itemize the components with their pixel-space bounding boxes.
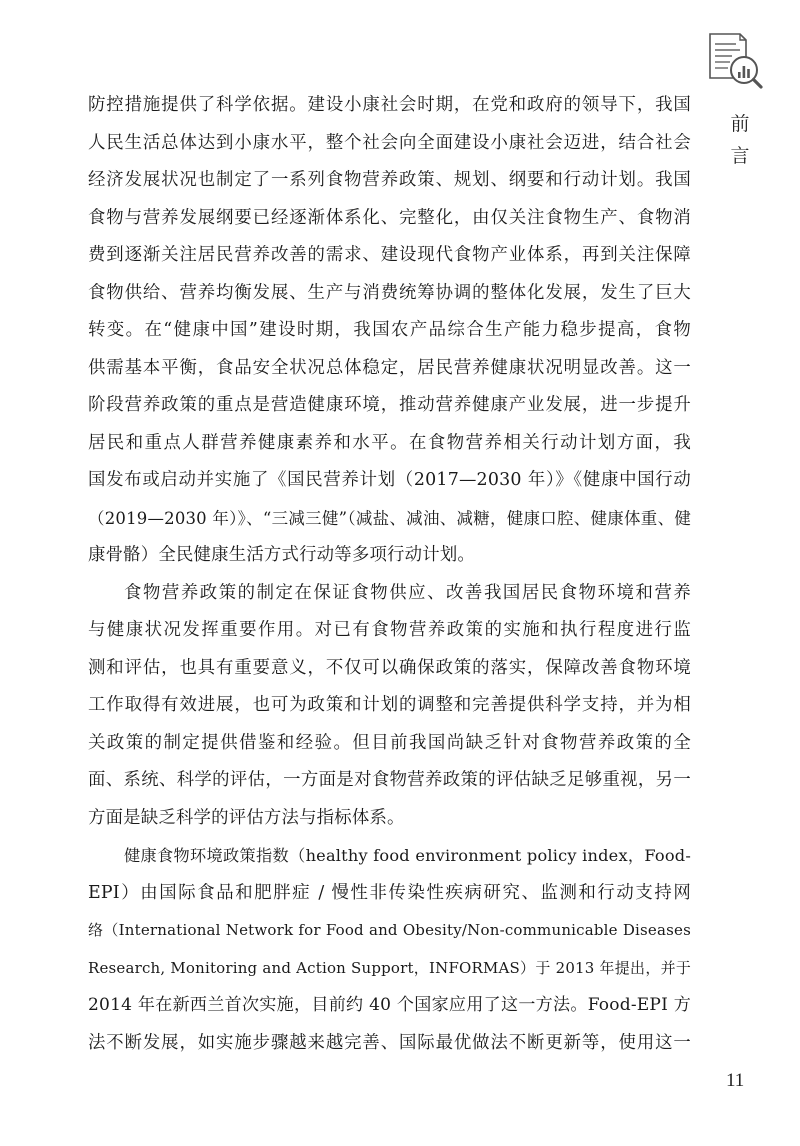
page-number: 11	[726, 1070, 745, 1091]
side-label-char-1: 前	[730, 113, 750, 135]
text-line: 关政策的制定提供借鉴和经验。但目前我国尚缺乏针对食物营养政策的全	[88, 732, 691, 753]
side-label-char-2: 言	[730, 145, 750, 167]
text-line: 络（International Network for Food and Obesity/Non-communicable Diseases	[88, 921, 691, 939]
text-line: 供需基本平衡，食品安全状况总体稳定，居民营养健康状况明显改善。这一	[88, 357, 691, 378]
text-line: 康骨骼）全民健康生活方式行动等多项行动计划。	[88, 545, 475, 565]
text-line: 面、系统、科学的评估，一方面是对食物营养政策的评估缺乏足够重视，另一	[88, 770, 691, 790]
text-line: 居民和重点人群营养健康素养和水平。在食物营养相关行动计划方面，我	[88, 432, 691, 453]
text-line: 法不断发展，如实施步骤越来越完善、国际最优做法不断更新等，使用这一	[88, 1032, 691, 1053]
body-text	[88, 87, 691, 1062]
text-line: EPI）由国际食品和肥胖症 / 慢性非传染性疾病研究、监测和行动支持网	[88, 882, 691, 903]
document-chart-magnifier-icon	[700, 30, 768, 90]
text-line: 与健康状况发挥重要作用。对已有食物营养政策的实施和执行程度进行监	[88, 620, 691, 640]
text-line: 食物与营养发展纲要已经逐渐体系化、完整化，由仅关注食物生产、食物消	[88, 207, 691, 228]
text-line: 防控措施提供了科学依据。建设小康社会时期，在党和政府的领导下，我国	[88, 95, 691, 115]
text-line: 食物供给、营养均衡发展、生产与消费统筹协调的整体化发展，发生了巨大	[88, 282, 691, 303]
text-line: 费到逐渐关注居民营养改善的需求、建设现代食物产业体系，再到关注保障	[88, 245, 691, 265]
text-line: 经济发展状况也制定了一系列食物营养政策、规划、纲要和行动计划。我国	[88, 170, 691, 190]
text-line: 工作取得有效进展，也可为政策和计划的调整和完善提供科学支持，并为相	[88, 695, 691, 715]
text-line: 方面是缺乏科学的评估方法与指标体系。	[88, 807, 405, 828]
text-line: 2014 年在新西兰首次实施，目前约 40 个国家应用了这一方法。Food-EPI 方	[88, 995, 691, 1015]
text-line: 阶段营养政策的重点是营造健康环境，推动营养健康产业发展，进一步提升	[88, 395, 691, 415]
text-line: 健康食物环境政策指数（healthy food environment policy index，Food-	[124, 846, 691, 865]
text-line: Research, Monitoring and Action Support，INFORMAS）于 2013 年提出，并于	[88, 958, 691, 977]
text-line: 食物营养政策的制定在保证食物供应、改善我国居民食物环境和营养	[124, 582, 691, 603]
chapter-side-label	[726, 108, 754, 172]
text-line: （2019—2030 年）》、“三减三健”（减盐、减油、减糖，健康口腔、健康体重、健	[88, 508, 691, 528]
text-line: 人民生活总体达到小康水平，整个社会向全面建设小康社会迈进，结合社会	[88, 132, 691, 153]
text-line: 转变。在“健康中国”建设时期，我国农产品综合生产能力稳步提高，食物	[88, 320, 691, 340]
text-line: 测和评估，也具有重要意义，不仅可以确保政策的落实，保障改善食物环境	[88, 657, 691, 678]
text-line: 国发布或启动并实施了《国民营养计划（2017—2030 年）》《健康中国行动	[88, 470, 691, 490]
